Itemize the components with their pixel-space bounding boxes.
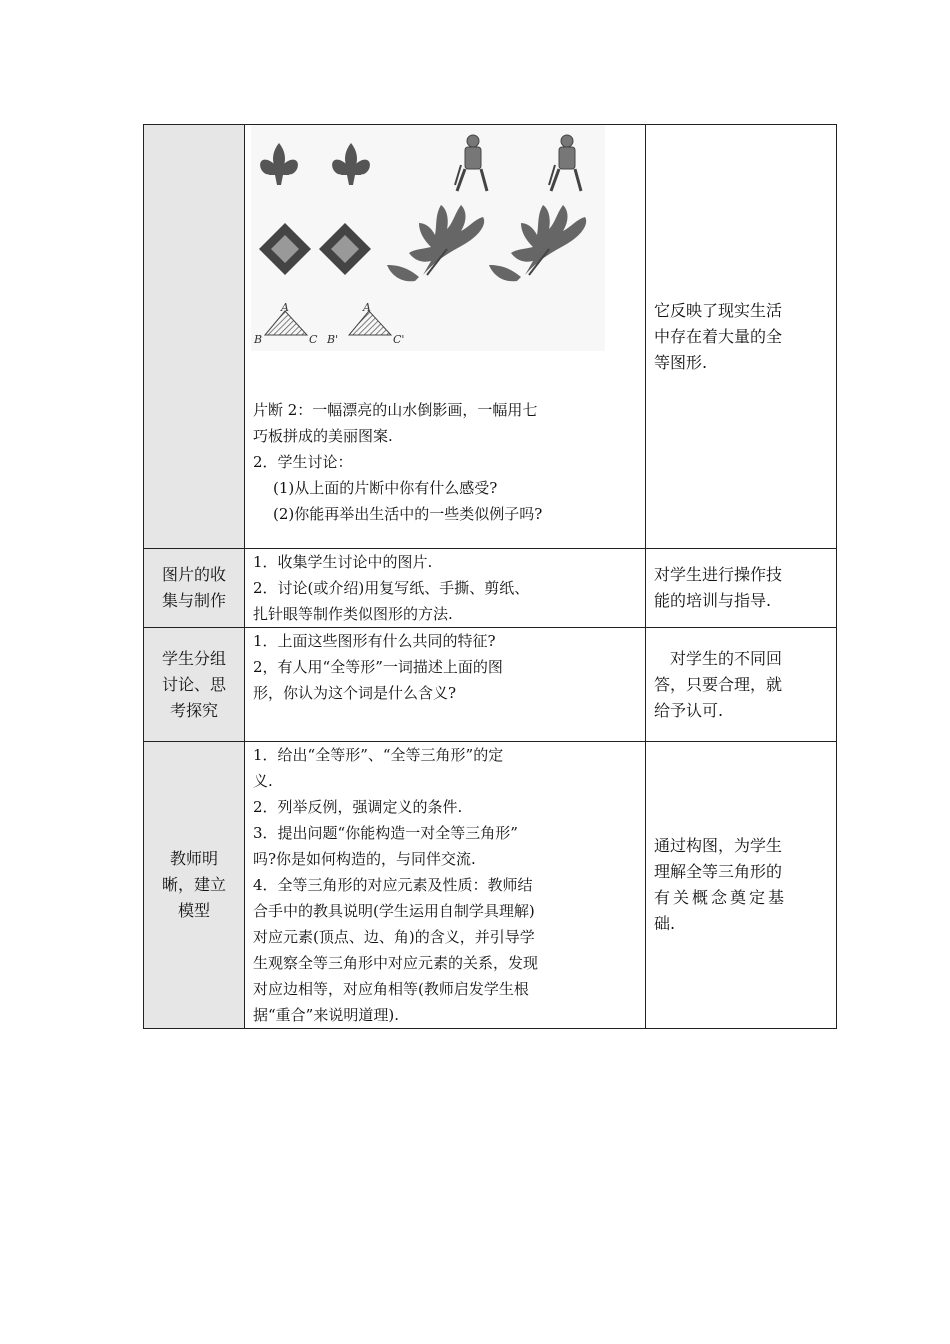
- content-line: 4．全等三角形的对应元素及性质：教师结: [253, 876, 533, 894]
- question-1: (1)从上面的片断中你有什么感受?: [273, 479, 498, 497]
- note-line: 对学生的不同回: [654, 648, 783, 668]
- content-line: 1．给出“全等形”、“全等三角形”的定: [253, 746, 504, 764]
- row3-content-cell: [245, 628, 646, 742]
- table-row: [144, 549, 837, 628]
- table-row: [144, 742, 837, 1029]
- soldier-figure-icon: [549, 135, 581, 191]
- note-line: 它反映了现实生活: [654, 300, 783, 320]
- note-line: 中存在着大量的全: [654, 326, 783, 346]
- content-line: 2，有人用“全等形”一词描述上面的图: [253, 658, 503, 676]
- content-line: 扎针眼等制作类似图形的方法.: [253, 605, 453, 623]
- triangle-a-b-c-prime: [326, 301, 404, 346]
- content-line: 合手中的教具说明(学生运用自制学具理解): [253, 902, 535, 920]
- row-label: 讨论、思: [161, 674, 226, 694]
- vertex-label: C: [309, 333, 318, 346]
- clip2-text: 巧板拼成的美丽图案.: [253, 427, 393, 445]
- note-line: 答，只要合理，就: [654, 674, 783, 694]
- row-label: 教师明: [169, 849, 218, 868]
- clip2-text: 片断 2：一幅漂亮的山水倒影画，一幅用七: [253, 401, 538, 419]
- content-line: 3．提出问题“你能构造一对全等三角形”: [253, 824, 518, 842]
- fleur-de-lis-icon: [260, 143, 298, 185]
- row1-content-cell: [245, 125, 646, 549]
- checkered-diamond-icon: [319, 223, 371, 275]
- congruent-figures-image: [251, 125, 605, 351]
- vertex-label: A: [281, 301, 289, 314]
- content-line: 吗?你是如何构造的，与同伴交流.: [253, 850, 476, 868]
- row2-label-cell: [144, 549, 245, 628]
- row-label: 集与制作: [161, 591, 226, 610]
- checkered-diamond-icon: [259, 223, 311, 275]
- row1-note-cell: [646, 125, 837, 549]
- vertex-label: B': [327, 333, 339, 346]
- row4-label-cell: [144, 742, 245, 1029]
- note-line: 能的培训与指导.: [654, 591, 772, 610]
- triangle-abc: [253, 301, 318, 346]
- vertex-label: A: [363, 301, 371, 314]
- note-line: 础.: [654, 914, 676, 933]
- note-line: 通过构图，为学生: [654, 836, 783, 855]
- content-line: 对应元素(顶点、边、角)的含义，并引导学: [253, 928, 535, 946]
- table-row: [144, 628, 837, 742]
- row3-label-cell: [144, 628, 245, 742]
- oak-leaf-icon: [489, 205, 586, 281]
- row-label: 考探究: [169, 700, 218, 720]
- content-line: 生观察全等三角形中对应元素的关系，发现: [253, 954, 539, 972]
- figures-svg: [251, 125, 605, 351]
- row-label: 图片的收: [161, 565, 226, 584]
- note-line: 有关概念奠定基: [654, 888, 788, 907]
- vertex-label: C': [393, 333, 405, 346]
- question-2: (2)你能再举出生活中的一些类似例子吗?: [273, 505, 543, 523]
- content-line: 1．上面这些图形有什么共同的特征?: [253, 632, 496, 650]
- row2-note-cell: [646, 549, 837, 628]
- note-line: 理解全等三角形的: [654, 862, 783, 881]
- vertex-label: B: [254, 333, 263, 346]
- row2-content-cell: [245, 549, 646, 628]
- row-label: 模型: [177, 901, 210, 920]
- note-line: 给予认可.: [654, 700, 724, 720]
- row3-note-cell: [646, 628, 837, 742]
- note-line: 等图形.: [654, 352, 708, 372]
- content-line: 形，你认为这个词是什么含义?: [253, 684, 457, 702]
- content-line: 1．收集学生讨论中的图片.: [253, 553, 433, 571]
- oak-leaf-icon: [387, 205, 484, 281]
- content-line: 义.: [253, 772, 273, 790]
- content-line: 2．讨论(或介绍)用复写纸、手撕、剪纸、: [253, 579, 530, 597]
- content-line: 2．列举反例，强调定义的条件.: [253, 798, 463, 816]
- content-line: 对应边相等，对应角相等(教师启发学生根: [253, 980, 529, 998]
- row1-label-cell: [144, 125, 245, 549]
- content-line: 据“重合”来说明道理).: [253, 1006, 399, 1024]
- discuss-title: 2．学生讨论：: [253, 453, 353, 471]
- row-label: 学生分组: [161, 648, 226, 668]
- row4-content-cell: [245, 742, 646, 1029]
- row-label: 晰，建立: [161, 875, 226, 894]
- fleur-de-lis-icon: [332, 143, 370, 185]
- table-row: [144, 125, 837, 549]
- lesson-table: [143, 124, 837, 1029]
- note-line: 对学生进行操作技: [654, 565, 783, 584]
- row4-note-cell: [646, 742, 837, 1029]
- soldier-figure-icon: [455, 135, 487, 191]
